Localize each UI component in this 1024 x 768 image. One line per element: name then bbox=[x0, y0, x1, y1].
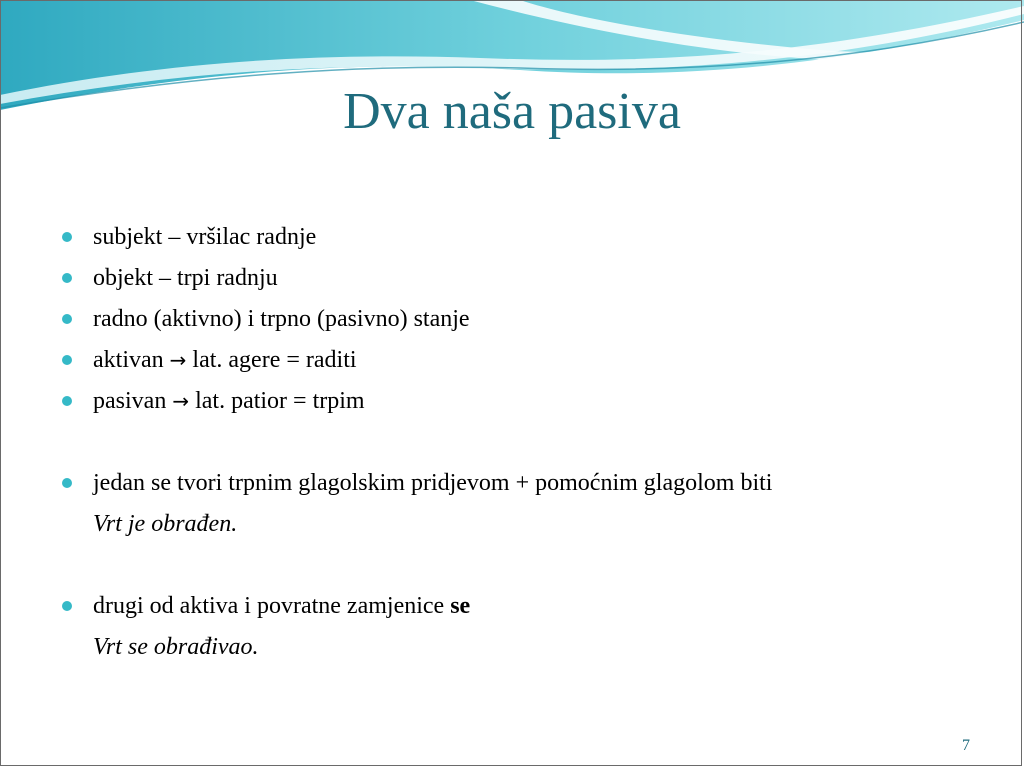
bullet-text: lat. patior = trpim bbox=[195, 388, 365, 414]
bullet-text: objekt – trpi radnju bbox=[93, 265, 278, 291]
page-number: 7 bbox=[962, 737, 970, 754]
bullet-text: subjekt – vršilac radnje bbox=[93, 224, 317, 250]
bullet-text: lat. agere = raditi bbox=[192, 347, 357, 373]
bullet-text: jedan se tvori trpnim glagolskim pridjevom + pomoćnim glagolom biti bbox=[93, 470, 773, 496]
arrow-right-icon: → bbox=[172, 389, 190, 413]
bullet-text: drugi od aktiva i povratne zamjenice bbox=[93, 593, 445, 619]
bold-term: se bbox=[450, 593, 471, 619]
bullet-text: aktivan bbox=[93, 347, 164, 373]
example-sentence: Vrt je obrađen. bbox=[93, 511, 238, 537]
arrow-right-icon: → bbox=[169, 348, 187, 372]
example-sentence: Vrt se obrađivao. bbox=[93, 634, 259, 660]
slide-title: Dva naša pasiva bbox=[343, 83, 681, 140]
bullet-text: pasivan bbox=[93, 388, 167, 414]
bullet-text: radno (aktivno) i trpno (pasivno) stanje bbox=[93, 306, 470, 332]
